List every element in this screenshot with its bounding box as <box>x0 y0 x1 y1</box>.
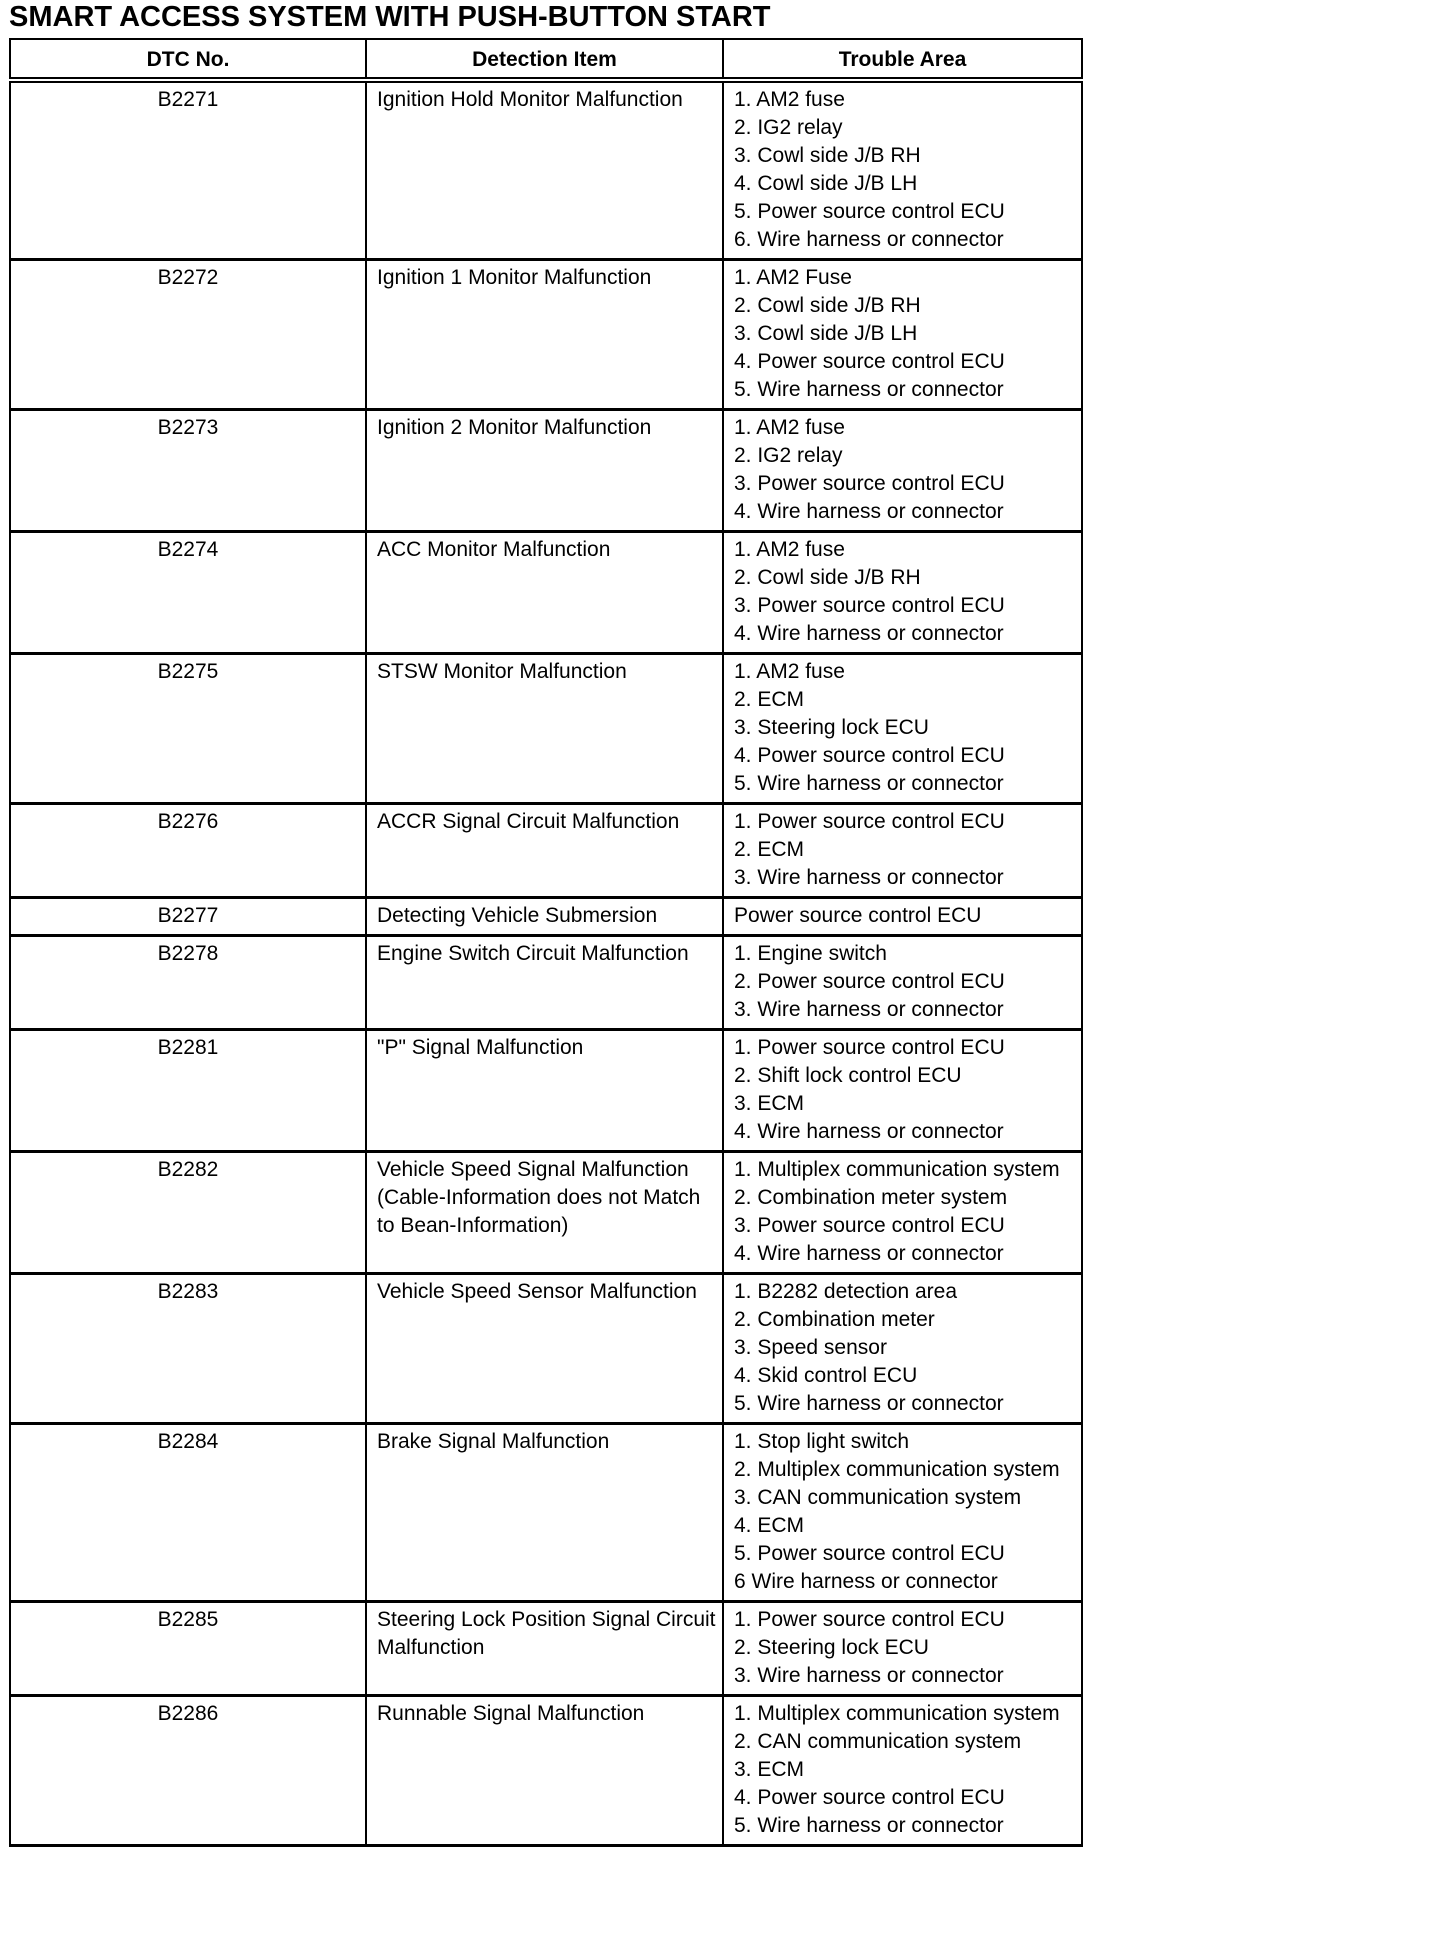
detection-item: ACCR Signal Circuit Malfunction <box>366 804 723 898</box>
trouble-area-line: 1. Engine switch <box>734 942 887 965</box>
header-trouble-area: Trouble Area <box>723 39 1082 80</box>
detection-item: "P" Signal Malfunction <box>366 1030 723 1152</box>
trouble-area-line: 1. B2282 detection area <box>734 1280 958 1303</box>
trouble-area-line: 5. Wire harness or connector <box>734 772 1004 795</box>
table-header-row <box>10 39 1082 80</box>
trouble-area-line: 1. Power source control ECU <box>734 1036 1005 1059</box>
trouble-area-line: 2. Shift lock control ECU <box>734 1064 962 1087</box>
trouble-area <box>723 898 1082 936</box>
trouble-area-line: 4. Skid control ECU <box>734 1364 918 1387</box>
dtc-code: B2274 <box>10 532 366 654</box>
trouble-area-line: 1. AM2 fuse <box>734 538 845 561</box>
table-row <box>10 260 1082 410</box>
trouble-area-line: 2. Cowl side J/B RH <box>734 294 921 317</box>
table-row <box>10 1602 1082 1696</box>
trouble-area-line: 3. ECM <box>734 1092 805 1115</box>
trouble-area-line: 4. Wire harness or connector <box>734 500 1004 523</box>
trouble-area-line: 3. Wire harness or connector <box>734 866 1004 889</box>
table-row <box>10 654 1082 804</box>
trouble-area-line: 3. Speed sensor <box>734 1336 887 1359</box>
trouble-area-line: 5. Wire harness or connector <box>734 1392 1004 1415</box>
trouble-area-line: 1. AM2 fuse <box>734 660 845 683</box>
trouble-area-line: 3. Wire harness or connector <box>734 998 1004 1021</box>
table-row <box>10 1152 1082 1274</box>
detection-item: ACC Monitor Malfunction <box>366 532 723 654</box>
detection-item: Detecting Vehicle Submersion <box>366 898 723 936</box>
dtc-code: B2275 <box>10 654 366 804</box>
detection-item: Vehicle Speed Sensor Malfunction <box>366 1274 723 1424</box>
trouble-area <box>723 1602 1082 1696</box>
trouble-area-line: 2. ECM <box>734 838 805 861</box>
trouble-area-line: 1. Multiplex communication system <box>734 1158 1060 1181</box>
trouble-area-line: 2. IG2 relay <box>734 116 843 139</box>
detection-item: Ignition 1 Monitor Malfunction <box>366 260 723 410</box>
detection-item: Ignition 2 Monitor Malfunction <box>366 410 723 532</box>
table-row <box>10 1274 1082 1424</box>
trouble-area-line: 5. Wire harness or connector <box>734 1814 1004 1837</box>
trouble-area-line: 3. Steering lock ECU <box>734 716 929 739</box>
dtc-code: B2278 <box>10 936 366 1030</box>
trouble-area-line: 6 Wire harness or connector <box>734 1570 998 1593</box>
dtc-code: B2271 <box>10 80 366 260</box>
trouble-area-line: Power source control ECU <box>734 904 982 927</box>
dtc-code: B2276 <box>10 804 366 898</box>
trouble-area-line: 1. AM2 fuse <box>734 88 845 111</box>
dtc-code: B2284 <box>10 1424 366 1602</box>
detection-item: Vehicle Speed Signal Malfunction (Cable-Information does not Match to Bean-Information) <box>366 1152 723 1274</box>
trouble-area-line: 3. ECM <box>734 1758 805 1781</box>
trouble-area-line: 2. Steering lock ECU <box>734 1636 929 1659</box>
trouble-area-line: 1. AM2 fuse <box>734 416 845 439</box>
trouble-area <box>723 260 1082 410</box>
table-row <box>10 1696 1082 1846</box>
trouble-area-line: 4. Wire harness or connector <box>734 1242 1004 1265</box>
trouble-area-line: 5. Wire harness or connector <box>734 378 1004 401</box>
trouble-area <box>723 532 1082 654</box>
trouble-area-line: 2. Power source control ECU <box>734 970 1005 993</box>
trouble-area-line: 3. CAN communication system <box>734 1486 1022 1509</box>
dtc-code: B2283 <box>10 1274 366 1424</box>
detection-item: Ignition Hold Monitor Malfunction <box>366 80 723 260</box>
dtc-table <box>9 38 1083 1847</box>
trouble-area-line: 1. AM2 Fuse <box>734 266 852 289</box>
trouble-area-line: 3. Cowl side J/B RH <box>734 144 921 167</box>
trouble-area-line: 2. Multiplex communication system <box>734 1458 1060 1481</box>
detection-item: Steering Lock Position Signal Circuit Malfunction <box>366 1602 723 1696</box>
table-row <box>10 532 1082 654</box>
detection-item: Brake Signal Malfunction <box>366 1424 723 1602</box>
dtc-code: B2286 <box>10 1696 366 1846</box>
dtc-code: B2277 <box>10 898 366 936</box>
trouble-area <box>723 804 1082 898</box>
trouble-area-line: 3. Power source control ECU <box>734 1214 1005 1237</box>
trouble-area-line: 3. Wire harness or connector <box>734 1664 1004 1687</box>
dtc-code: B2273 <box>10 410 366 532</box>
trouble-area-line: 2. Combination meter <box>734 1308 935 1331</box>
trouble-area-line: 2. Cowl side J/B RH <box>734 566 921 589</box>
trouble-area <box>723 936 1082 1030</box>
trouble-area-line: 6. Wire harness or connector <box>734 228 1004 251</box>
trouble-area-line: 4. Power source control ECU <box>734 1786 1005 1809</box>
detection-item: Engine Switch Circuit Malfunction <box>366 936 723 1030</box>
header-dtc-no: DTC No. <box>10 39 366 80</box>
table-row <box>10 936 1082 1030</box>
table-row <box>10 1030 1082 1152</box>
trouble-area-line: 3. Cowl side J/B LH <box>734 322 918 345</box>
trouble-area-line: 3. Power source control ECU <box>734 472 1005 495</box>
header-detection-item: Detection Item <box>366 39 723 80</box>
trouble-area-line: 3. Power source control ECU <box>734 594 1005 617</box>
dtc-code: B2272 <box>10 260 366 410</box>
trouble-area <box>723 1696 1082 1846</box>
trouble-area-line: 4. Power source control ECU <box>734 350 1005 373</box>
trouble-area <box>723 1152 1082 1274</box>
table-row <box>10 804 1082 898</box>
table-row <box>10 1424 1082 1602</box>
trouble-area <box>723 1424 1082 1602</box>
dtc-code: B2281 <box>10 1030 366 1152</box>
trouble-area-line: 1. Power source control ECU <box>734 1608 1005 1631</box>
dtc-code: B2285 <box>10 1602 366 1696</box>
detection-item: STSW Monitor Malfunction <box>366 654 723 804</box>
page-title: SMART ACCESS SYSTEM WITH PUSH-BUTTON START <box>9 1 771 33</box>
trouble-area-line: 4. Cowl side J/B LH <box>734 172 918 195</box>
trouble-area-line: 4. Wire harness or connector <box>734 622 1004 645</box>
trouble-area-line: 2. IG2 relay <box>734 444 843 467</box>
trouble-area-line: 1. Power source control ECU <box>734 810 1005 833</box>
trouble-area-line: 1. Stop light switch <box>734 1430 910 1453</box>
detection-item: Runnable Signal Malfunction <box>366 1696 723 1846</box>
trouble-area-line: 2. CAN communication system <box>734 1730 1022 1753</box>
trouble-area-line: 4. Wire harness or connector <box>734 1120 1004 1143</box>
trouble-area-line: 5. Power source control ECU <box>734 1542 1005 1565</box>
table-row <box>10 898 1082 936</box>
table-row <box>10 410 1082 532</box>
table-body <box>10 80 1082 1846</box>
table-row <box>10 80 1082 260</box>
trouble-area-line: 2. ECM <box>734 688 805 711</box>
trouble-area <box>723 1030 1082 1152</box>
trouble-area-line: 4. Power source control ECU <box>734 744 1005 767</box>
trouble-area-line: 5. Power source control ECU <box>734 200 1005 223</box>
trouble-area-line: 1. Multiplex communication system <box>734 1702 1060 1725</box>
trouble-area-line: 4. ECM <box>734 1514 805 1537</box>
trouble-area <box>723 1274 1082 1424</box>
trouble-area <box>723 654 1082 804</box>
trouble-area <box>723 80 1082 260</box>
dtc-code: B2282 <box>10 1152 366 1274</box>
trouble-area-line: 2. Combination meter system <box>734 1186 1008 1209</box>
trouble-area <box>723 410 1082 532</box>
